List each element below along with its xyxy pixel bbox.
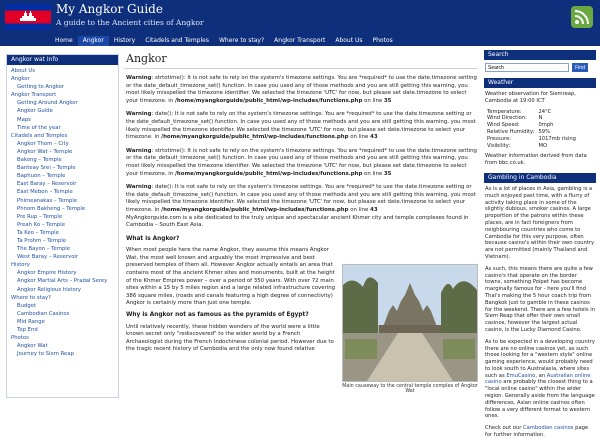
- find-button[interactable]: Find: [572, 63, 588, 72]
- warning-line: 43: [370, 206, 378, 213]
- cambodian-casinos-link[interactable]: Cambodian casinos: [523, 425, 574, 432]
- sidebar-item[interactable]: Preah Ko – Temple: [17, 221, 66, 228]
- angkor-wat-photo[interactable]: [342, 264, 478, 394]
- sidebar-item[interactable]: Angkor: [11, 76, 30, 83]
- sidebar-item[interactable]: Where to stay?: [11, 294, 51, 301]
- nav-about-us[interactable]: About Us: [335, 37, 363, 44]
- weather-box-title: Weather: [484, 78, 596, 88]
- weather-value: 0mph: [538, 122, 554, 129]
- weather-label: Wind Speed:: [487, 122, 520, 129]
- nav-where-to-stay[interactable]: Where to stay?: [218, 37, 265, 44]
- sidebar-item[interactable]: Getting to Angkor: [17, 84, 65, 91]
- weather-value: 24°C: [538, 108, 552, 115]
- sidebar-item[interactable]: Budget: [17, 302, 37, 309]
- sidebar-item[interactable]: Angkor Martial Arts – Pradal Serey: [17, 278, 108, 285]
- angkor-wat-image[interactable]: [342, 264, 478, 382]
- emucasino-link[interactable]: EmuCasino: [506, 372, 536, 379]
- warning-line-label: on line: [362, 97, 384, 104]
- weather-label: Wind Direction:: [487, 115, 527, 122]
- nav-history[interactable]: History: [113, 37, 136, 44]
- sidebar-item[interactable]: Angkor Thom – City: [17, 140, 69, 147]
- search-box-title: Search: [484, 50, 596, 60]
- warning-file: /home/myangkorguide/public_html/wp-includes/functions.php: [161, 134, 349, 141]
- sidebar-item[interactable]: Mid Range: [17, 318, 45, 325]
- sidebar-item[interactable]: Angkor Empire History: [17, 270, 77, 277]
- weather-source: Weather information derived from data from bbc.co.uk.: [485, 153, 587, 167]
- sidebar-item[interactable]: Journey to Siem Reap: [17, 351, 74, 358]
- search-form: [485, 63, 596, 72]
- sidebar-item[interactable]: Ta Prohm – Temple: [17, 237, 67, 244]
- gambling-paragraph-4: [485, 425, 595, 439]
- warning-label: Warning: [126, 184, 152, 191]
- weather-row: [487, 122, 580, 129]
- sidebar-item[interactable]: West Baray – Reservoir: [17, 254, 79, 261]
- sidebar-item[interactable]: Banteay Srei – Temple: [17, 165, 76, 172]
- subheading-what-is-angkor: What is Angkor?: [126, 235, 180, 242]
- site-title[interactable]: My Angkor Guide: [56, 2, 163, 16]
- sidebar-item[interactable]: Angkor Guide: [17, 108, 53, 115]
- weather-intro: Weather observation for Siemreap, Cambodia at 19:00 ICT: [485, 91, 576, 104]
- australian-online-casino-link[interactable]: Australian online casino: [485, 372, 591, 386]
- rss-feed-icon[interactable]: [571, 6, 593, 28]
- sidebar-item[interactable]: Angkor Wat – Temple: [17, 148, 73, 155]
- warning-file: /home/myangkorguide/public_html/wp-includes/functions.php: [174, 170, 363, 177]
- site-header: [0, 0, 600, 46]
- weather-label: Relative Humidity:: [487, 128, 535, 135]
- sidebar-item[interactable]: Top End: [17, 327, 38, 333]
- sidebar-item[interactable]: Angkor Religious history: [17, 286, 82, 293]
- sidebar-item[interactable]: Bakong – Temple: [17, 157, 62, 164]
- gambling-text: page for further information.: [485, 425, 589, 439]
- sidebar-item[interactable]: Ta Keo – Temple: [17, 229, 59, 236]
- warning-line-label: on line: [348, 206, 371, 213]
- weather-label: Visibility:: [487, 142, 511, 149]
- php-warning: [126, 111, 478, 141]
- nav-home[interactable]: Home: [55, 37, 73, 44]
- php-warning: [126, 148, 478, 178]
- php-warning: [126, 184, 478, 214]
- gambling-box-title: Gambling in Cambodia: [484, 173, 596, 183]
- weather-row: [487, 136, 580, 143]
- sidebar-item[interactable]: Angkor Wat: [17, 343, 48, 350]
- sidebar-item[interactable]: The Bayon – Temple: [17, 246, 71, 253]
- right-sidebar: [484, 50, 596, 439]
- warning-line: 43: [370, 134, 378, 141]
- sidebar-item[interactable]: Maps: [17, 116, 31, 123]
- intro-paragraph: MyAngkorguide.com is a site dedicated to the truly unique and spectacular ancient Khmer city and temple complexes found in Cambodia – South East Asia.: [126, 214, 469, 229]
- php-warning: [126, 75, 478, 105]
- weather-value: 59%: [538, 128, 550, 135]
- main-content: [124, 50, 478, 400]
- left-sidebar-title: Angkor wat Info: [7, 55, 118, 65]
- gambling-paragraph-1: As is a lot of places in Asia, gambling is a much enjoyed past time, with a flurry of activity taking place in some of the slightly dubious, smoker casinos. A large proportion of the patrons within these places, are in fact foreigners from neighbouring countries who come to Cambodia for this very purpose, often because casino's within their own country are not permitted (mainly Thailand and Vietnam).: [485, 185, 595, 260]
- cambodia-flag-icon[interactable]: [5, 4, 51, 30]
- sidebar-item[interactable]: East Mebon – Temple: [17, 189, 73, 196]
- sidebar-item[interactable]: Citadels and Temples: [11, 132, 68, 139]
- weather-row: [487, 129, 580, 136]
- nav-citadels-temples[interactable]: Citadels and Temples: [145, 37, 209, 44]
- gambling-text: Check out our: [485, 425, 523, 432]
- photo-caption: Main causeway to the central temple complex of Angkor Wat: [342, 383, 478, 394]
- gambling-text: are probably the closest thing to a "local online casino" within the wider region. Generally aside from the language differences, Asian online casinos often follow a very different format to western ones.: [485, 379, 595, 420]
- warning-label: Warning: [126, 111, 152, 118]
- weather-value: N: [538, 115, 543, 122]
- warning-text: : strtotime(): It is not safe to rely on the system's timezone settings. You are *required* to use the date.timezone setting or the date_default_timezone_set() function. In case you used any of those methods and you are still getting this warning, you most likely misspelled the timezone identifier. We selected the timezone 'UTC' for now, but please set date.timezone to select your timezone. in: [126, 147, 477, 177]
- temple-illustration: [343, 265, 477, 381]
- gambling-paragraph-2: As such, this means there are quite a few casino's that operate on the border towns, something Poipet has become marginally famous for - here you'll find Thai's making the 5 hour coach trip from Bangkok just to gamble in these casinos for the weekend. There are a few hotels in Siem Reap that offer their own small casinos, however the largest actual casino, is the Lucky Diamond Casino.: [485, 265, 595, 333]
- gambling-text: As to be expected in a developing country there are no online casinos yet, as such those looking for a "western style" online gaming experience, would probably need to look south to Australasia, where sites such as: [485, 338, 595, 379]
- gambling-text: , an: [535, 372, 547, 379]
- warning-line: 35: [383, 170, 392, 177]
- weather-label: Pressure:: [487, 135, 511, 142]
- weather-value: MO: [538, 142, 548, 149]
- sidebar-item[interactable]: Phimeanakas – Temple: [17, 197, 78, 204]
- warning-line: 35: [383, 97, 392, 104]
- nav-angkor-transport[interactable]: Angkor Transport: [274, 37, 326, 44]
- main-nav: [50, 36, 398, 46]
- left-sidebar-list: [7, 67, 118, 358]
- sidebar-item[interactable]: Phnom Bakheng – Temple: [17, 205, 86, 212]
- warning-line-label: on line: [348, 134, 371, 141]
- warning-line-label: on line: [362, 170, 384, 177]
- sidebar-item[interactable]: Baphuon – Temple: [17, 173, 66, 180]
- warning-file: /home/myangkorguide/public_html/wp-includes/functions.php: [161, 206, 349, 213]
- gambling-paragraph-3: [485, 339, 595, 421]
- sidebar-item[interactable]: Angkor Transport: [11, 92, 57, 99]
- article-text: [126, 236, 336, 354]
- warning-text: : strtotime(): It is not safe to rely on the system's timezone settings. You are *required* to use the date.timezone setting or the date_default_timezone_set() function. In case you used any of those methods and you are still getting this warning, you most likely misspelled the timezone identifier. We selected the timezone 'UTC' for now, but please set date.timezone to select your timezone. in: [126, 75, 477, 104]
- sidebar-item[interactable]: Pre Rup – Temple: [17, 213, 63, 220]
- sidebar-item[interactable]: Cambodian Casinos: [17, 310, 70, 317]
- warning-file: /home/myangkorguide/public_html/wp-includes/functions.php: [174, 97, 363, 104]
- paragraph-why-not-famous: Until relatively recently, these hidden wonders of the world were a little known secret only "rediscovered" to the wider world by a French Archaeologist during the French Indochinese colonial period. However due to the tragic recent history of Cambodia and the only now found relative: [126, 323, 334, 353]
- sidebar-item[interactable]: East Baray – Reservoir: [17, 181, 77, 188]
- sidebar-item[interactable]: Getting Around Angkor: [17, 100, 78, 107]
- paragraph-what-is-angkor: When most people here the name Angkor, they assume this means Angkor Wat, the most well known and arguably the most impressive and best preserved temples of them all. However Angkor actually entails an area that contains most of the ancient Khmer sites and monuments, built at the height of the Khmer Empires power – over a period of 350 years. With over 72 main sites within a 15 by 5 miles region and a large related infrastructure covering 386 square miles, (roads and canals featuring a high degree of connectivity) Angkor is certainly more than just one temple.: [126, 247, 336, 307]
- warning-label: Warning: [126, 75, 152, 81]
- search-input[interactable]: [485, 63, 569, 72]
- page-title: Angkor: [124, 50, 478, 69]
- warning-text: : date(): It is not safe to rely on the system's timezone settings. You are *required* to use the date.timezone setting or the date_default_timezone_set() function. In case you used any of those methods and you are still getting this warning, you most likely misspelled the timezone identifier. We selected the timezone 'UTC' for now, but please set date.timezone to select your timezone. in: [126, 184, 476, 213]
- weather-label: Temperature:: [487, 108, 522, 115]
- weather-table: [487, 109, 580, 150]
- sidebar-item[interactable]: Time of the year: [17, 124, 61, 131]
- sidebar-item[interactable]: Photos: [11, 335, 29, 342]
- warning-text: : date(): It is not safe to rely on the system's timezone settings. You are *required* to use the date.timezone setting or the date_default_timezone_set() function. In case you used any of those methods and you are still getting this warning, you most likely misspelled the timezone identifier. We selected the timezone 'UTC' for now, but please set date.timezone to select your timezone. in: [126, 111, 476, 141]
- site-description: A guide to the Ancient cities of Angkor: [56, 18, 204, 27]
- article-body: [124, 235, 478, 394]
- weather-row: [487, 109, 580, 116]
- weather-row: [487, 115, 580, 122]
- sidebar-item[interactable]: History: [11, 262, 30, 269]
- sidebar-item[interactable]: About Us: [11, 68, 35, 74]
- weather-value: 1017mb rising: [538, 135, 576, 142]
- subheading-why-not-famous: Why is Angkor not as famous as the pyramids of Egypt?: [126, 312, 309, 319]
- nav-angkor[interactable]: Angkor: [78, 36, 109, 46]
- nav-photos[interactable]: Photos: [372, 37, 393, 44]
- left-sidebar: [6, 54, 119, 398]
- weather-row: [487, 143, 580, 150]
- warning-label: Warning: [126, 147, 152, 154]
